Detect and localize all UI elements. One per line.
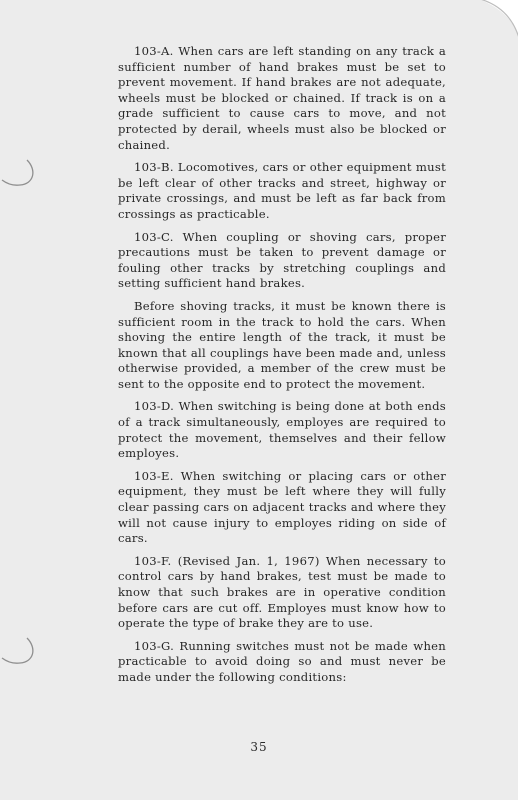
shoving-tracks-paragraph: Before shoving tracks, it must be known there is sufficient room in the track to hold the cars. When shoving the entire length of the track, it must be known that all couplings have been made and, unless otherwise provided, a member of the crew must be sent to the opposite end to protect the movement.: [118, 298, 446, 391]
rule-text-block: [118, 44, 446, 693]
binder-hole-mark-lower: [0, 636, 40, 666]
page-corner-curl: [476, 0, 518, 42]
page-number: 35: [250, 740, 268, 754]
rule-103-e-paragraph: 103-E. When switching or placing cars or other equipment, they must be left where they will fully clear passing cars on adjacent tracks and where they will not cause injury to employes riding on side of cars.: [118, 468, 446, 546]
binder-hole-mark-upper: [0, 158, 40, 188]
rule-103-a-paragraph: 103-A. When cars are left standing on any track a sufficient number of hand brakes must be set to prevent movement. If hand brakes are not adequate, wheels must be blocked or chained. If track is on a grade sufficient to cause cars to move, and not protected by derail, wheels must also be blocked or chained.: [118, 44, 446, 152]
rule-103-f-paragraph: 103-F. (Revised Jan. 1, 1967) When necessary to control cars by hand brakes, test must be made to know that such brakes are in operative condition before cars are cut off. Employes must know how to operate the type of brake they are to use.: [118, 553, 446, 631]
rule-103-c-paragraph: 103-C. When coupling or shoving cars, proper precautions must be taken to prevent damage or fouling other tracks by stretching couplings and setting sufficient hand brakes.: [118, 229, 446, 291]
rule-103-b-paragraph: 103-B. Locomotives, cars or other equipment must be left clear of other tracks and street, highway or private crossings, and must be left as far back from crossings as practicable.: [118, 160, 446, 221]
rule-103-g-paragraph: 103-G. Running switches must not be made when practicable to avoid doing so and must never be made under the following conditions:: [118, 638, 446, 684]
rule-103-d-paragraph: 103-D. When switching is being done at both ends of a track simultaneously, employes are required to protect the movement, themselves and their fellow employes.: [118, 399, 446, 461]
